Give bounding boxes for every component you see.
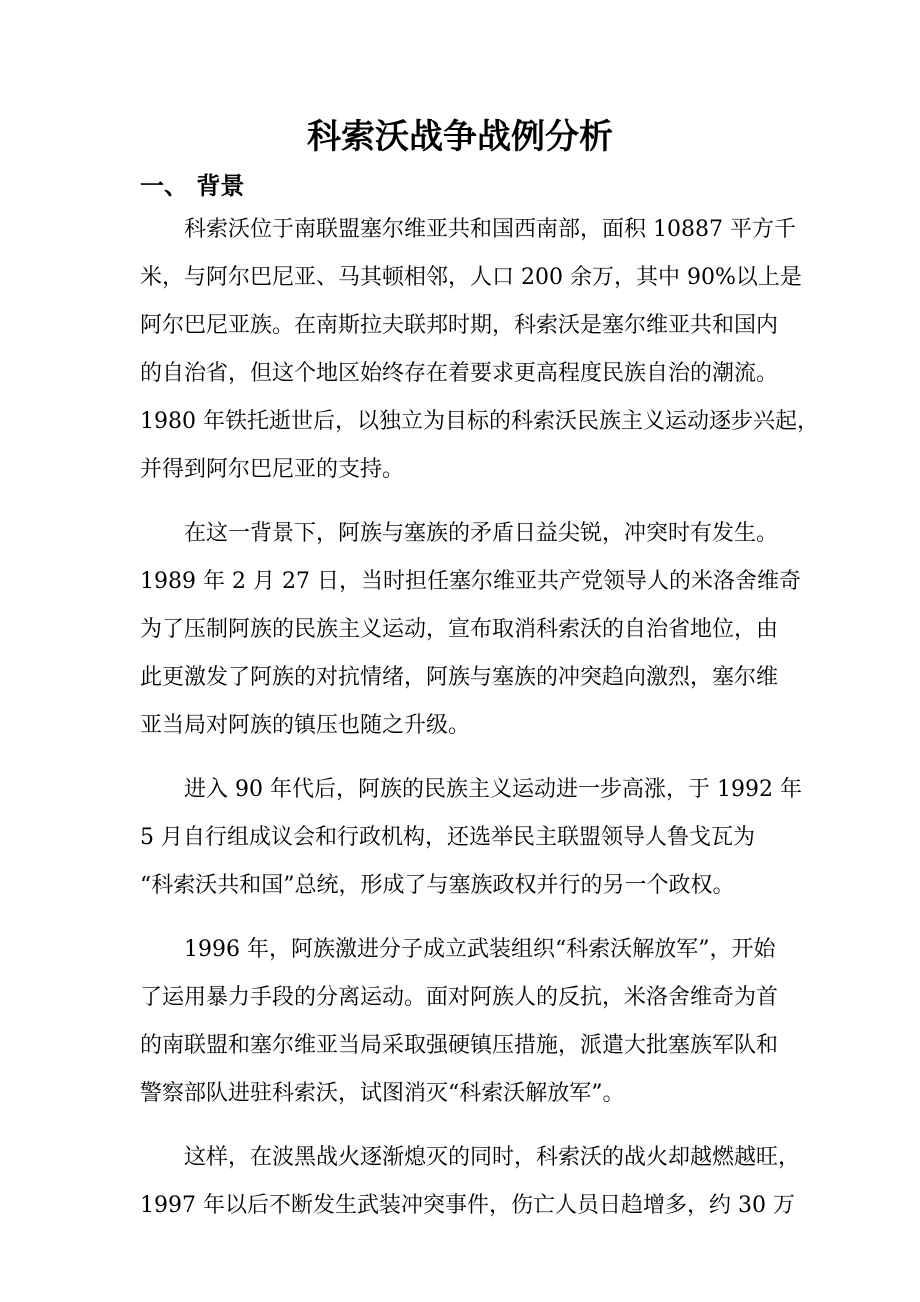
text-line: 1989 年 2 月 27 日，当时担任塞尔维亚共产党领导人的米洛舍维奇 bbox=[140, 569, 801, 594]
text-line: 1980 年铁托逝世后，以独立为目标的科索沃民族主义运动逐步兴起， bbox=[140, 409, 819, 434]
text-line: 5 月自行组成议会和行政机构，还选举民主联盟领导人鲁戈瓦为 bbox=[140, 825, 755, 850]
paragraph-1 bbox=[140, 206, 819, 494]
text-line: 此更激发了阿族的对抗情绪，阿族与塞族的冲突趋向激烈，塞尔维 bbox=[140, 665, 779, 690]
text-line: “科索沃共和国”总统，形成了与塞族政权并行的另一个政权。 bbox=[140, 873, 735, 898]
text-line: 警察部队进驻科索沃，试图消灭“科索沃解放军”。 bbox=[140, 1081, 625, 1106]
section-heading: 一、 背景 bbox=[140, 172, 245, 200]
text-line: 进入 90 年代后，阿族的民族主义运动进一步高涨，于 1992 年 bbox=[184, 777, 802, 802]
text-line: 米，与阿尔巴尼亚、马其顿相邻，人口 200 余万，其中 90%以上是 bbox=[140, 265, 802, 290]
text-line: 在这一背景下，阿族与塞族的矛盾日益尖锐，冲突时有发生。 bbox=[184, 521, 779, 546]
text-line: 的自治省，但这个地区始终存在着要求更高程度民族自治的潮流。 bbox=[140, 361, 779, 386]
document-body bbox=[140, 206, 819, 1230]
text-line: 了运用暴力手段的分离运动。面对阿族人的反抗，米洛舍维奇为首 bbox=[140, 985, 779, 1010]
text-line: 的南联盟和塞尔维亚当局采取强硬镇压措施，派遣大批塞族军队和 bbox=[140, 1033, 779, 1058]
document-title: 科索沃战争战例分析 bbox=[307, 117, 613, 157]
text-line: 科索沃位于南联盟塞尔维亚共和国西南部，面积 10887 平方千 bbox=[184, 217, 796, 242]
text-line: 为了压制阿族的民族主义运动，宣布取消科索沃的自治省地位，由 bbox=[140, 617, 779, 642]
text-line: 1996 年，阿族激进分子成立武装组织“科索沃解放军”，开始 bbox=[184, 937, 776, 962]
paragraph-3 bbox=[140, 766, 802, 910]
paragraph-4 bbox=[140, 926, 780, 1118]
text-line: 并得到阿尔巴尼亚的支持。 bbox=[140, 457, 405, 482]
text-line: 亚当局对阿族的镇压也随之升级。 bbox=[140, 713, 471, 738]
text-line: 阿尔巴尼亚族。在南斯拉夫联邦时期，科索沃是塞尔维亚共和国内 bbox=[140, 313, 779, 338]
text-line: 1997 年以后不断发生武装冲突事件，伤亡人员日趋增多，约 30 万 bbox=[140, 1193, 795, 1218]
text-line: 这样，在波黑战火逐渐熄灭的同时，科索沃的战火却越燃越旺， bbox=[184, 1145, 801, 1170]
paragraph-5 bbox=[140, 1134, 801, 1230]
paragraph-2 bbox=[140, 510, 801, 750]
